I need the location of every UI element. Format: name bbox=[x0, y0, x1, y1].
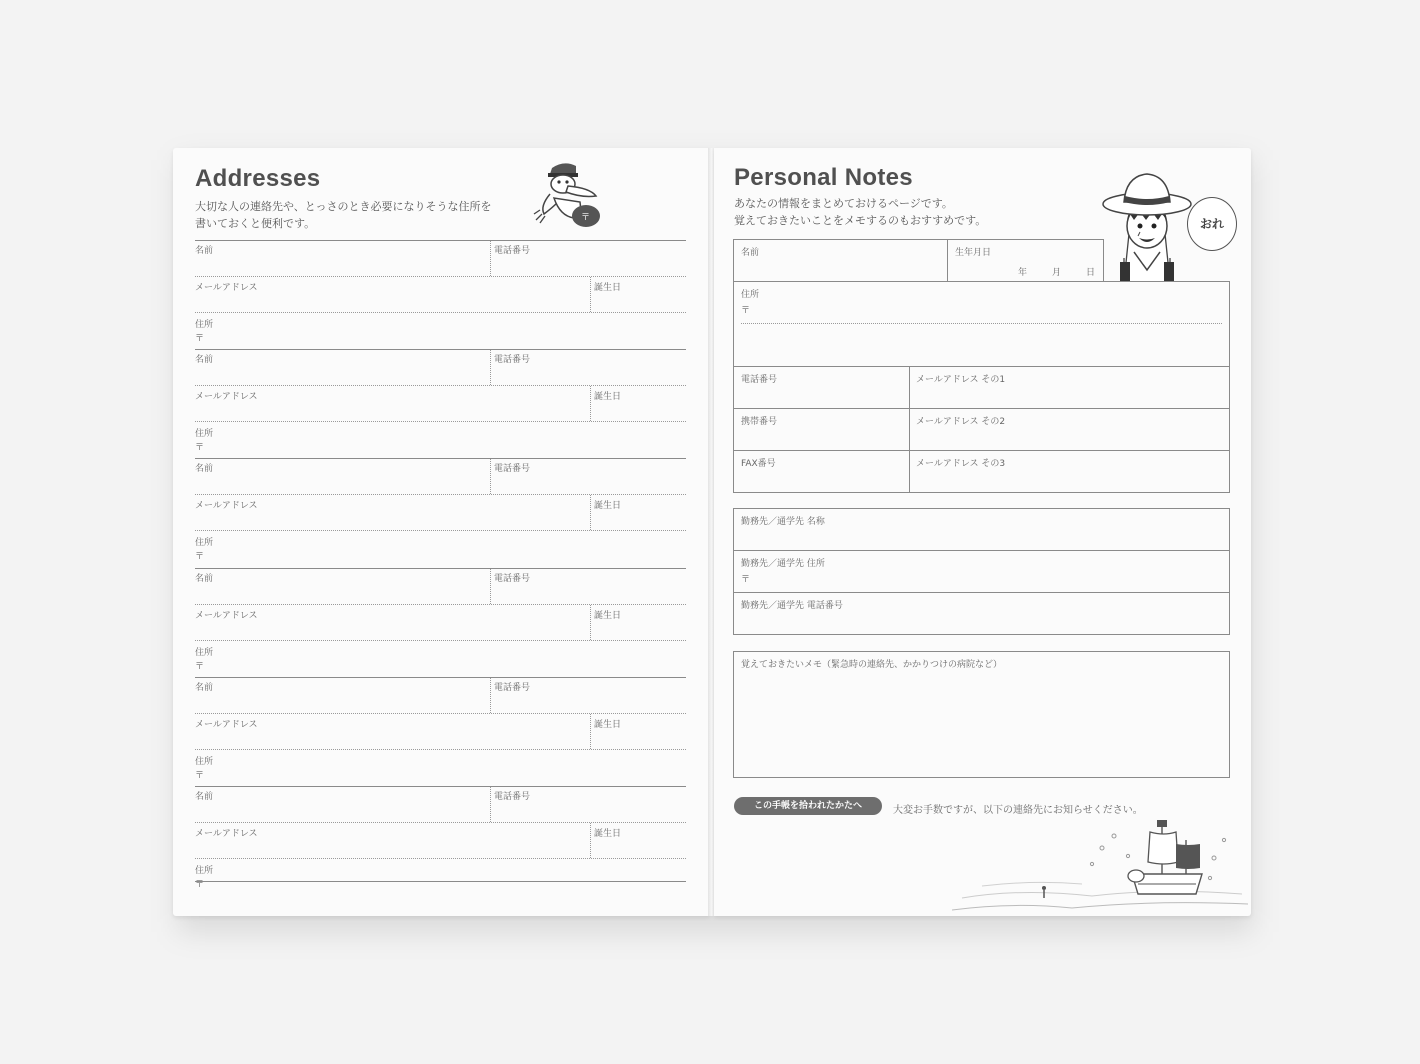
entry-label-address: 住所 bbox=[195, 429, 214, 440]
label-birth-date: 生年月日 bbox=[955, 248, 992, 258]
label-phone: 電話番号 bbox=[741, 375, 778, 385]
entry-label-phone: 電話番号 bbox=[494, 246, 531, 256]
label-email3: メールアドレス その3 bbox=[916, 459, 1006, 469]
entry-divider bbox=[590, 714, 591, 749]
entry-divider bbox=[490, 350, 491, 385]
memo-box bbox=[733, 651, 1230, 778]
work-row-line-1 bbox=[733, 550, 1230, 551]
entry-dotted-line bbox=[195, 421, 686, 422]
entry-label-email: メールアドレス bbox=[195, 719, 258, 730]
entry-label-name: 名前 bbox=[195, 464, 214, 475]
label-email2: メールアドレス その2 bbox=[916, 417, 1006, 427]
entry-divider bbox=[490, 459, 491, 494]
address-box bbox=[733, 281, 1230, 367]
entry-top-line bbox=[195, 786, 686, 787]
entry-label-address: 住所 bbox=[195, 866, 214, 876]
entry-dotted-line bbox=[195, 530, 686, 531]
entry-label-address: 住所 bbox=[195, 538, 214, 549]
entry-dotted-line bbox=[195, 604, 686, 605]
label-work-postal: 〒 bbox=[741, 575, 751, 585]
entry-label-birthday: 誕生日 bbox=[594, 829, 622, 839]
entry-dotted-line bbox=[195, 494, 686, 495]
left-page bbox=[173, 148, 710, 916]
entry-label-birthday: 誕生日 bbox=[594, 719, 622, 730]
name-birthdate-box bbox=[733, 239, 1104, 282]
finder-text: 大変お手数ですが、以下の連絡先にお知らせください。 bbox=[893, 805, 1143, 816]
entry-dotted-line bbox=[195, 276, 686, 277]
entry-label-name: 名前 bbox=[195, 246, 214, 256]
entry-top-line bbox=[195, 677, 686, 678]
contact-row-line-2 bbox=[733, 450, 1230, 451]
entry-top-line bbox=[195, 240, 686, 241]
contact-col-divider bbox=[909, 366, 910, 492]
contact-grid bbox=[733, 366, 1230, 493]
pelican-mail-carrier-icon bbox=[530, 158, 610, 234]
label-address: 住所 bbox=[741, 290, 760, 300]
straw-hat-character-icon bbox=[1100, 166, 1192, 282]
label-work-name: 勤務先／通学先 名称 bbox=[741, 517, 825, 527]
entry-label-birthday: 誕生日 bbox=[594, 501, 622, 512]
label-work-phone: 勤務先／通学先 電話番号 bbox=[741, 601, 843, 611]
contact-row-line-1 bbox=[733, 408, 1230, 409]
label-year: 年 bbox=[1018, 268, 1028, 278]
label-name: 名前 bbox=[741, 248, 760, 258]
entry-label-address: 住所 bbox=[195, 320, 214, 330]
label-mobile: 携帯番号 bbox=[741, 417, 778, 427]
entry-divider bbox=[490, 569, 491, 604]
entry-divider bbox=[590, 823, 591, 858]
svg-text:〒: 〒 bbox=[581, 213, 591, 223]
entry-label-email: メールアドレス bbox=[195, 283, 258, 293]
label-email1: メールアドレス その1 bbox=[916, 375, 1006, 385]
personal-notes-title: Personal Notes bbox=[734, 164, 913, 191]
entry-label-phone: 電話番号 bbox=[494, 464, 531, 475]
entry-label-email: メールアドレス bbox=[195, 392, 258, 403]
label-fax: FAX番号 bbox=[741, 459, 776, 469]
label-work-address: 勤務先／通学先 住所 bbox=[741, 559, 825, 569]
entry-label-postal: 〒 bbox=[195, 770, 205, 781]
entry-label-email: メールアドレス bbox=[195, 501, 258, 512]
entry-top-line bbox=[195, 568, 686, 569]
entry-label-email: メールアドレス bbox=[195, 829, 258, 839]
entry-label-name: 名前 bbox=[195, 573, 214, 584]
entry-label-phone: 電話番号 bbox=[494, 682, 531, 693]
personal-notes-subtitle-line1: あなたの情報をまとめておけるページです。 bbox=[734, 197, 953, 210]
entry-dotted-line bbox=[195, 640, 686, 641]
label-postal: 〒 bbox=[741, 306, 751, 316]
entry-dotted-line bbox=[195, 858, 686, 859]
entry-label-postal: 〒 bbox=[195, 661, 205, 672]
label-month: 月 bbox=[1052, 268, 1062, 278]
entry-divider bbox=[590, 605, 591, 640]
entry-label-postal: 〒 bbox=[195, 552, 205, 563]
address-dotted-line bbox=[741, 323, 1222, 324]
entry-dotted-line bbox=[195, 713, 686, 714]
addresses-title: Addresses bbox=[195, 165, 321, 192]
entry-label-phone: 電話番号 bbox=[494, 573, 531, 584]
entry-divider bbox=[590, 386, 591, 421]
label-day: 日 bbox=[1086, 268, 1096, 278]
entry-dotted-line bbox=[195, 749, 686, 750]
entry-label-birthday: 誕生日 bbox=[594, 283, 622, 293]
entry-label-name: 名前 bbox=[195, 682, 214, 693]
entry-label-postal: 〒 bbox=[195, 880, 205, 890]
label-memo: 覚えておきたいメモ（緊急時の連絡先、かかりつけの病院など） bbox=[741, 660, 1003, 670]
speech-bubble: おれ bbox=[1187, 197, 1237, 251]
entry-top-line bbox=[195, 349, 686, 350]
entry-divider bbox=[490, 787, 491, 822]
entry-label-birthday: 誕生日 bbox=[594, 610, 622, 621]
entry-dotted-line bbox=[195, 385, 686, 386]
entry-label-postal: 〒 bbox=[195, 334, 205, 344]
entry-divider bbox=[590, 495, 591, 530]
entry-label-name: 名前 bbox=[195, 355, 214, 366]
entry-label-address: 住所 bbox=[195, 647, 214, 658]
entry-label-name: 名前 bbox=[195, 792, 214, 802]
entry-divider bbox=[590, 277, 591, 312]
entry-label-birthday: 誕生日 bbox=[594, 392, 622, 403]
work-box bbox=[733, 508, 1230, 635]
work-row-line-2 bbox=[733, 592, 1230, 593]
addresses-subtitle-line1: 大切な人の連絡先や、とっさのとき必要になりそうな住所を bbox=[195, 200, 492, 213]
entry-dotted-line bbox=[195, 822, 686, 823]
addresses-subtitle-line2: 書いておくと便利です。 bbox=[195, 217, 316, 230]
entry-label-address: 住所 bbox=[195, 756, 214, 767]
pirate-ship-icon bbox=[952, 818, 1248, 916]
entry-top-line bbox=[195, 458, 686, 459]
entry-label-phone: 電話番号 bbox=[494, 355, 531, 366]
name-birth-divider bbox=[947, 239, 948, 281]
entries-bottom-line bbox=[195, 881, 686, 882]
entry-label-postal: 〒 bbox=[195, 443, 205, 454]
personal-notes-subtitle-line2: 覚えておきたいことをメモするのもおすすめです。 bbox=[734, 214, 987, 227]
entry-divider bbox=[490, 241, 491, 276]
finder-badge: この手帳を拾われたかたへ bbox=[734, 797, 882, 815]
entry-label-phone: 電話番号 bbox=[494, 792, 531, 802]
entry-label-email: メールアドレス bbox=[195, 610, 258, 621]
entry-divider bbox=[490, 678, 491, 713]
entry-dotted-line bbox=[195, 312, 686, 313]
